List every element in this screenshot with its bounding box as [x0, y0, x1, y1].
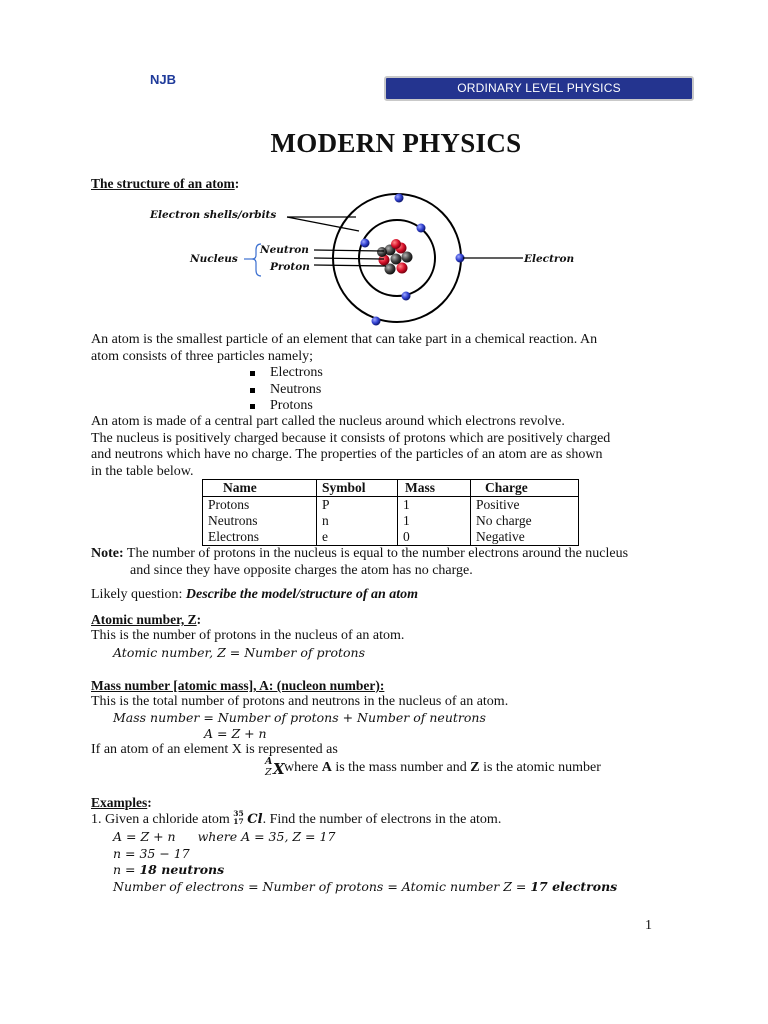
structure-heading: The structure of an atom	[91, 176, 235, 191]
note-paragraph: Note: The number of protons in the nucleus is equal to the number electrons around the nucleus and since they have opposite charges the atom has no charge.	[91, 546, 629, 578]
table-cell: e	[317, 529, 398, 546]
table-cell: 1	[398, 497, 471, 514]
example-step-1: A = Z + n where A = 35, Z = 17	[113, 829, 336, 844]
atomic-number-heading: Atomic number, Z	[91, 612, 197, 627]
table-row	[203, 513, 579, 529]
table-cell: Negative	[471, 529, 579, 546]
njb-logo: NJB	[150, 72, 177, 87]
atomic-number-heading-wrap: Atomic number, Z:	[91, 612, 202, 627]
electron-dot	[395, 194, 404, 203]
likely-question: Likely question: Describe the model/structure of an atom	[91, 587, 419, 602]
where-text: where A is the mass number and Z is the atomic number	[284, 760, 601, 775]
nucleus-particles	[377, 239, 413, 275]
examples-heading: Examples	[91, 795, 148, 810]
nucleus-label: Nucleus	[190, 253, 238, 265]
table-row	[203, 529, 579, 546]
shells-label: Electron shells/orbits	[150, 209, 277, 221]
atomic-number-definition: This is the number of protons in the nucleus of an atom.	[91, 628, 405, 643]
page-number: 1	[645, 918, 652, 933]
list-item: Protons	[248, 398, 323, 415]
example-question: 1. Given a chloride atom 35 17 Cl. Find the number of electrons in the atom.	[91, 809, 502, 827]
electron-dot	[417, 224, 426, 233]
table-header-row	[203, 480, 579, 497]
atomic-number-formula: Atomic number, Z = Number of protons	[113, 645, 366, 660]
table-cell: No charge	[471, 513, 579, 529]
col-symbol: Symbol	[317, 480, 398, 497]
nucleus-paragraph: An atom is made of a central part called the nucleus around which electrons revolve. The nucleus is positively charged because it consists of protons which are positively charged and neutrons which have no charge. The properties of the particles of an atom are as shown in the table below.	[91, 414, 611, 479]
table-cell: P	[317, 497, 398, 514]
structure-heading-colon: :	[234, 176, 240, 191]
electron-dot	[361, 239, 370, 248]
particle-list	[248, 365, 323, 415]
table-row	[203, 497, 579, 514]
list-item: Electrons	[248, 365, 323, 382]
table-cell: Neutrons	[203, 513, 317, 529]
table-cell: 0	[398, 529, 471, 546]
neutron-label: Neutron	[260, 244, 309, 256]
table-cell: Positive	[471, 497, 579, 514]
represent-text: If an atom of an element X is represented as	[91, 742, 338, 757]
electron-dot	[402, 292, 411, 301]
example-step-4: Number of electrons = Number of protons = Atomic number Z = 17 electrons	[113, 879, 618, 894]
col-charge: Charge	[471, 480, 579, 497]
mass-number-heading: Mass number [atomic mass], A: (nucleon number):	[91, 678, 385, 693]
subject-banner: ORDINARY LEVEL PHYSICS	[384, 76, 694, 101]
list-item: Neutrons	[248, 382, 323, 399]
mass-number-short-formula: A = Z + n	[204, 726, 267, 741]
example-step-2: n = 35 − 17	[113, 846, 190, 861]
nuclide-notation: A Z X	[265, 756, 285, 778]
table-cell: Protons	[203, 497, 317, 514]
particle-properties-table	[202, 479, 579, 546]
electron-label: Electron	[524, 253, 575, 265]
example-step-3: n = 18 neutrons	[113, 862, 225, 877]
col-mass: Mass	[398, 480, 471, 497]
page-title: MODERN PHYSICS	[270, 128, 522, 158]
mass-number-formula: Mass number = Number of protons + Number of neutrons	[113, 710, 486, 725]
table-cell: 1	[398, 513, 471, 529]
intro-paragraph: An atom is the smallest particle of an element that can take part in a chemical reaction. An atom consists of three particles namely;	[91, 332, 598, 364]
mass-number-definition: This is the total number of protons and neutrons in the nucleus of an atom.	[91, 694, 509, 709]
col-name: Name	[203, 480, 317, 497]
examples-heading-wrap: Examples:	[91, 795, 152, 810]
table-cell: n	[317, 513, 398, 529]
electron-dot	[372, 317, 381, 326]
proton-label: Proton	[270, 261, 310, 273]
table-cell: Electrons	[203, 529, 317, 546]
